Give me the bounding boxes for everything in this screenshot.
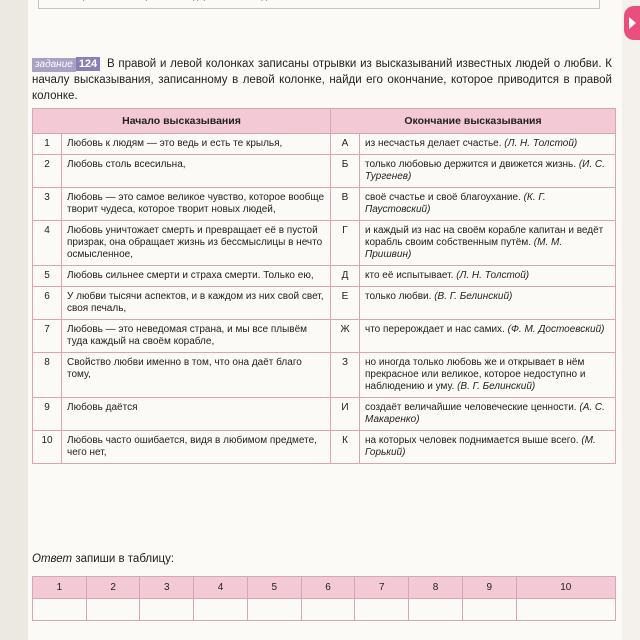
answer-column-number: 1 (33, 577, 87, 599)
row-letter: Д (331, 266, 360, 287)
answer-column-number: 3 (140, 577, 194, 599)
row-number: 3 (33, 188, 62, 221)
answer-column-number: 7 (355, 577, 409, 599)
quote-end (360, 266, 616, 287)
answer-column-number: 2 (86, 577, 140, 599)
quote-end-text: на которых человек поднимается выше всего. (365, 435, 579, 446)
row-number: 9 (33, 398, 62, 431)
answer-cell[interactable] (355, 599, 409, 621)
row-number: 10 (33, 431, 62, 464)
answer-cell[interactable] (140, 599, 194, 621)
answer-grid-header (33, 577, 616, 599)
table-row (33, 287, 616, 320)
page-tab-marker (624, 6, 640, 40)
answer-label-italic: Ответ (32, 553, 73, 565)
row-letter: Ж (331, 320, 360, 353)
quote-end-text: что перерождает и нас самих. (365, 324, 505, 335)
answer-column-number: 8 (409, 577, 463, 599)
table-row (33, 221, 616, 266)
matching-table-body (33, 134, 616, 464)
row-letter: И (331, 398, 360, 431)
answer-cell[interactable] (516, 599, 615, 621)
answer-cell[interactable] (301, 599, 355, 621)
answer-label-rest: запиши в таблицу: (72, 553, 175, 565)
quote-author: (А. С. Макаренко) (365, 402, 605, 425)
task-text: В правой и левой колонках записаны отрывки из высказываний известных людей о любви. К началу высказывания, записанному в левой колонке, найди его окончание, которое приводится в правой колонке. (32, 58, 612, 102)
answer-cell[interactable] (462, 599, 516, 621)
task-number: 124 (76, 57, 100, 71)
quote-end (360, 134, 616, 155)
quote-start: Любовь сильнее смерти и страха смерти. Только ею, (62, 266, 331, 287)
quote-end (360, 320, 616, 353)
quote-end (360, 398, 616, 431)
quote-end (360, 221, 616, 266)
answer-cell[interactable] (194, 599, 248, 621)
quote-end (360, 287, 616, 320)
row-number: 7 (33, 320, 62, 353)
table-row (33, 431, 616, 464)
quote-start: У любви тысячи аспектов, и в каждом из них свой свет, своя печаль, (62, 287, 331, 320)
quote-start: Любовь часто ошибается, видя в любимом предмете, чего нет, (62, 431, 331, 464)
table-row (33, 353, 616, 398)
quote-end (360, 431, 616, 464)
answer-cell[interactable] (86, 599, 140, 621)
quote-author: (М. М. Пришвин) (365, 237, 563, 260)
row-number: 4 (33, 221, 62, 266)
quote-end-text: только любовью держится и движется жизнь. (365, 159, 577, 170)
quote-end (360, 188, 616, 221)
answer-column-number: 9 (462, 577, 516, 599)
task-statement (32, 56, 612, 104)
row-number: 1 (33, 134, 62, 155)
table-row (33, 155, 616, 188)
answer-grid (32, 576, 616, 621)
row-letter: А (331, 134, 360, 155)
quote-author: (К. Г. Паустовский) (365, 192, 546, 215)
matching-table-header (33, 109, 616, 134)
table-row (33, 266, 616, 287)
quote-end-text: создаёт величайшие человеческие ценности. (365, 402, 577, 413)
quote-end (360, 155, 616, 188)
previous-task-fragment (51, 0, 281, 1)
answer-instruction (32, 553, 174, 565)
quote-end-text: кто её испытывает. (365, 270, 454, 281)
table-row (33, 188, 616, 221)
row-letter: Г (331, 221, 360, 266)
quote-end-text: и каждый из нас на своём корабле капитан и ведёт корабль своим собственным путём. (365, 225, 604, 248)
answer-column-number: 10 (516, 577, 615, 599)
answer-column-number: 5 (247, 577, 301, 599)
quote-start: Любовь — это неведомая страна, и мы все плывём туда каждый на своём корабле, (62, 320, 331, 353)
quote-end-text: своё счастье и своё благоухание. (365, 192, 521, 203)
row-letter: К (331, 431, 360, 464)
row-letter: Б (331, 155, 360, 188)
row-number: 8 (33, 353, 62, 398)
row-number: 2 (33, 155, 62, 188)
quote-start: Свойство любви именно в том, что она даёт благо тому, (62, 353, 331, 398)
quote-end (360, 353, 616, 398)
arrow-right-icon (629, 17, 636, 29)
quote-author: (Л. Н. Толстой) (456, 270, 530, 281)
quote-start: Любовь к людям — это ведь и есть те крылья, (62, 134, 331, 155)
quote-author: (М. Горький) (365, 435, 596, 458)
row-letter: З (331, 353, 360, 398)
matching-table (32, 108, 616, 464)
quote-end-text: но иногда только любовь же и открывает в нём прекрасное или великое, которое недоступно и наблюдению и уму. (365, 357, 586, 392)
quote-start: Любовь уничтожает смерть и превращает её в пустой призрак, она обращает жизнь из бессмыслицы в нечто осмысленное, (62, 221, 331, 266)
answer-grid-cells (33, 599, 616, 621)
header-end: Окончание высказывания (331, 109, 616, 134)
table-row (33, 320, 616, 353)
quote-author: (В. Г. Белинский) (457, 381, 536, 392)
quote-author: (Л. Н. Толстой) (504, 138, 578, 149)
table-row (33, 134, 616, 155)
previous-task-box (38, 0, 600, 9)
quote-start: Любовь столь всесильна, (62, 155, 331, 188)
quote-author: (Ф. М. Достоевский) (507, 324, 605, 335)
row-number: 6 (33, 287, 62, 320)
quote-author: (В. Г. Белинский) (434, 291, 513, 302)
answer-cell[interactable] (247, 599, 301, 621)
row-number: 5 (33, 266, 62, 287)
answer-cell[interactable] (409, 599, 463, 621)
answer-cell[interactable] (33, 599, 87, 621)
quote-end-text: из несчастья делает счастье. (365, 138, 502, 149)
table-row (33, 398, 616, 431)
quote-start: Любовь — это самое великое чувство, которое вообще творит чудеса, которое творит новых людей, (62, 188, 331, 221)
textbook-page (28, 0, 622, 640)
answer-column-number: 4 (194, 577, 248, 599)
answer-column-number: 6 (301, 577, 355, 599)
quote-end-text: только любви. (365, 291, 432, 302)
quote-author: (И. С. Тургенев) (365, 159, 605, 182)
page-gutter (0, 0, 28, 640)
task-label: задание (32, 58, 76, 72)
header-start: Начало высказывания (33, 109, 331, 134)
quote-start: Любовь даётся (62, 398, 331, 431)
row-letter: В (331, 188, 360, 221)
row-letter: Е (331, 287, 360, 320)
